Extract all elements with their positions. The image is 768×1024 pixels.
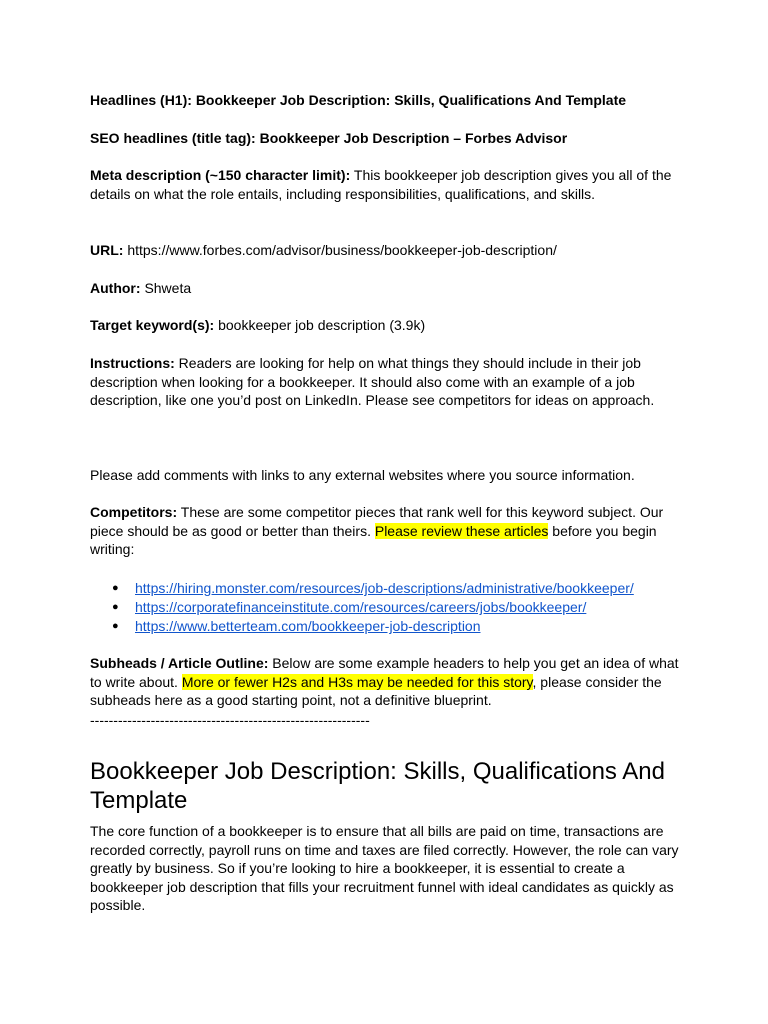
competitors-text: These are some competitor pieces that rank well for this keyword subject. Our piece should be as good or better than theirs.	[90, 504, 664, 539]
section-divider: ------------------------------------------------------------	[90, 712, 370, 728]
instructions-label: Instructions:	[90, 355, 175, 371]
keywords-value: bookkeeper job description (3.9k)	[218, 317, 426, 333]
article-heading: Bookkeeper Job Description: Skills, Qualifications And Template	[90, 758, 665, 814]
list-item	[90, 617, 634, 636]
url-value: https://www.forbes.com/advisor/business/bookkeeper-job-description/	[127, 242, 557, 258]
meta-description-line	[90, 166, 690, 203]
competitor-link-cfi[interactable]: https://corporatefinanceinstitute.com/resources/careers/jobs/bookkeeper/	[135, 599, 587, 616]
article-intro-paragraph: The core function of a bookkeeper is to ensure that all bills are paid on time, transactions are recorded correctly, payroll runs on time and taxes are filed correctly. However, the role can vary greatly by business. So if you’re looking to hire a bookkeeper, it is essential to create a bookkeeper job description that fills your recruitment funnel with ideal candidates as quickly as possible.	[90, 823, 679, 914]
competitor-link-betterteam[interactable]: https://www.betterteam.com/bookkeeper-job-description	[135, 618, 481, 635]
keywords-label: Target keyword(s):	[90, 317, 215, 333]
competitors-paragraph	[90, 503, 690, 559]
bullet-icon: ●	[112, 601, 119, 614]
instructions-paragraph	[90, 354, 690, 410]
url-line	[90, 241, 690, 260]
competitor-links-list	[90, 579, 634, 637]
seo-label: SEO headlines (title tag):	[90, 130, 256, 146]
subheads-label: Subheads / Article Outline:	[90, 655, 269, 671]
list-item	[90, 579, 634, 598]
author-line	[90, 279, 690, 298]
bullet-icon: ●	[112, 582, 119, 594]
subheads-highlight: More or fewer H2s and H3s may be needed for this story	[181, 673, 533, 690]
meta-label: Meta description (~150 character limit):	[90, 167, 351, 183]
h1-headline-line	[90, 91, 690, 110]
bullet-icon: ●	[112, 620, 119, 633]
seo-headline-line	[90, 129, 690, 148]
competitors-label: Competitors:	[90, 504, 178, 520]
competitors-text-after: before you begin writing:	[90, 522, 657, 558]
subheads-paragraph	[90, 654, 690, 710]
list-item	[90, 598, 634, 617]
competitors-highlight: Please review these articles	[374, 522, 549, 539]
author-label: Author:	[90, 280, 141, 296]
seo-value: Bookkeeper Job Description – Forbes Advisor	[259, 130, 568, 146]
competitor-link-monster[interactable]: https://hiring.monster.com/resources/job-descriptions/administrative/bookkeeper/	[135, 580, 634, 596]
h1-label: Headlines (H1):	[90, 92, 192, 108]
meta-value: This bookkeeper job description gives you all of the details on what the role entails, including responsibilities, qualifications, and skills.	[90, 167, 672, 202]
comments-note: Please add comments with links to any external websites where you source information.	[90, 467, 635, 483]
h1-value: Bookkeeper Job Description: Skills, Qualifications And Template	[195, 92, 627, 108]
subheads-text: Below are some example headers to help you get an idea of what to write about.	[90, 655, 679, 690]
target-keywords-line	[90, 316, 690, 335]
author-value: Shweta	[144, 280, 192, 296]
instructions-value: Readers are looking for help on what things they should include in their job description when looking for a bookkeeper. It should also come with an example of a job description, like one you’d post on LinkedIn. Please see competitors for ideas on approach.	[90, 355, 655, 409]
subheads-text-after: , please consider the subheads here as a good starting point, not a definitive blueprint.	[90, 673, 662, 709]
url-label: URL:	[90, 242, 124, 258]
